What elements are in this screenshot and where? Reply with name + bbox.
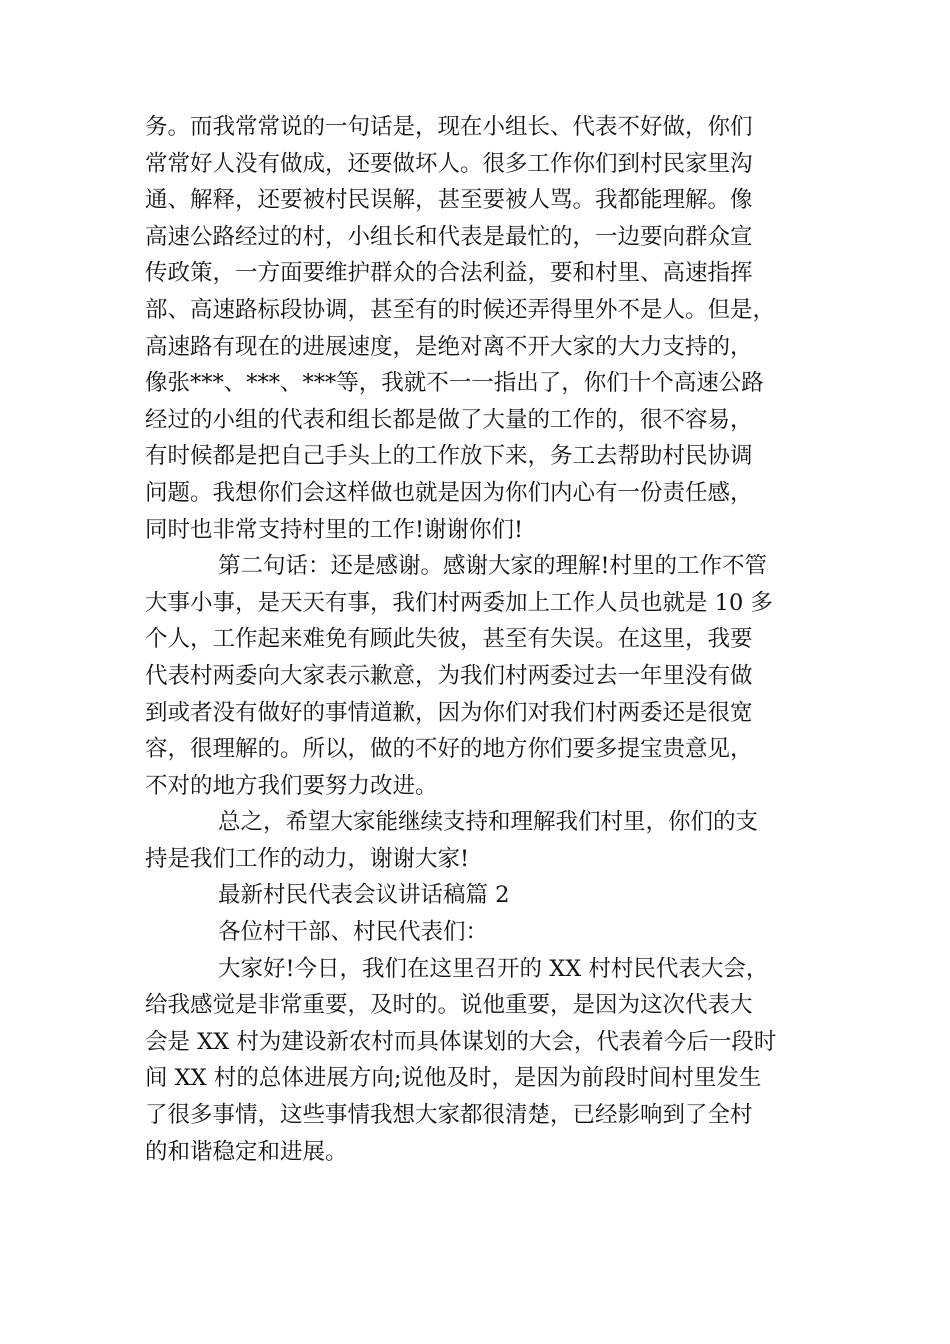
text-line: 高速公路经过的村，小组长和代表是最忙的，一边要向群众宣 [145, 223, 753, 250]
text-line: 间 XX 村的总体进展方向;说他及时，是因为前段时间村里发生 [145, 1065, 762, 1092]
text-line: 务。而我常常说的一句话是，现在小组长、代表不好做，你们 [145, 114, 753, 140]
text-line: 的和谐稳定和进展。 [145, 1138, 348, 1165]
text-line: 持是我们工作的动力，谢谢大家! [145, 845, 470, 872]
text-line: 容，很理解的。所以，做的不好的地方你们要多提宝贵意见， [145, 736, 753, 763]
text-line: 同时也非常支持村里的工作!谢谢你们! [145, 516, 524, 543]
text-line: 了很多事情，这些事情我想大家都很清楚，已经影响到了全村 [145, 1102, 753, 1129]
text-line: 问题。我想你们会这样做也就是因为你们内心有一份责任感， [145, 479, 753, 506]
text-line: 个人，工作起来难免有顾此失彼，甚至有失误。在这里，我要 [145, 626, 753, 653]
text-line: 高速路有现在的进展速度，是绝对离不开大家的大力支持的， [145, 333, 753, 360]
text-line: 传政策，一方面要维护群众的合法利益，要和村里、高速指挥 [145, 260, 753, 287]
text-line: 给我感觉是非常重要，及时的。说他重要，是因为这次代表大 [145, 992, 753, 1019]
text-line: 最新村民代表会议讲话稿篇 2 [218, 882, 510, 909]
text-line: 常常好人没有做成，还要做坏人。很多工作你们到村民家里沟 [145, 150, 753, 177]
text-line: 到或者没有做好的事情道歉，因为你们对我们村两委还是很宽 [145, 699, 753, 726]
text-line: 代表村两委向大家表示歉意，为我们村两委过去一年里没有做 [145, 662, 753, 689]
document-body [145, 109, 810, 1170]
text-line: 大家好!今日，我们在这里召开的 XX 村村民代表大会， [218, 955, 769, 982]
text-line: 有时候都是把自己手头上的工作放下来，务工去帮助村民协调 [145, 443, 753, 470]
text-line: 通、解释，还要被村民误解，甚至要被人骂。我都能理解。像 [145, 187, 753, 214]
text-line: 总之，希望大家能继续支持和理解我们村里，你们的支 [218, 809, 759, 836]
text-line: 会是 XX 村为建设新农村而具体谋划的大会，代表着今后一段时 [145, 1028, 777, 1055]
text-line: 不对的地方我们要努力改进。 [145, 772, 438, 799]
text-line: 大事小事，是天天有事，我们村两委加上工作人员也就是 10 多 [145, 589, 773, 616]
text-line: 经过的小组的代表和组长都是做了大量的工作的，很不容易， [145, 406, 753, 433]
text-line: 像张***、***、***等，我就不一一指出了，你们十个高速公路 [145, 370, 764, 397]
text-line: 各位村干部、村民代表们： [218, 919, 489, 946]
text-line: 第二句话：还是感谢。感谢大家的理解!村里的工作不管 [218, 553, 768, 580]
text-line: 部、高速路标段协调，甚至有的时候还弄得里外不是人。但是， [145, 296, 776, 323]
